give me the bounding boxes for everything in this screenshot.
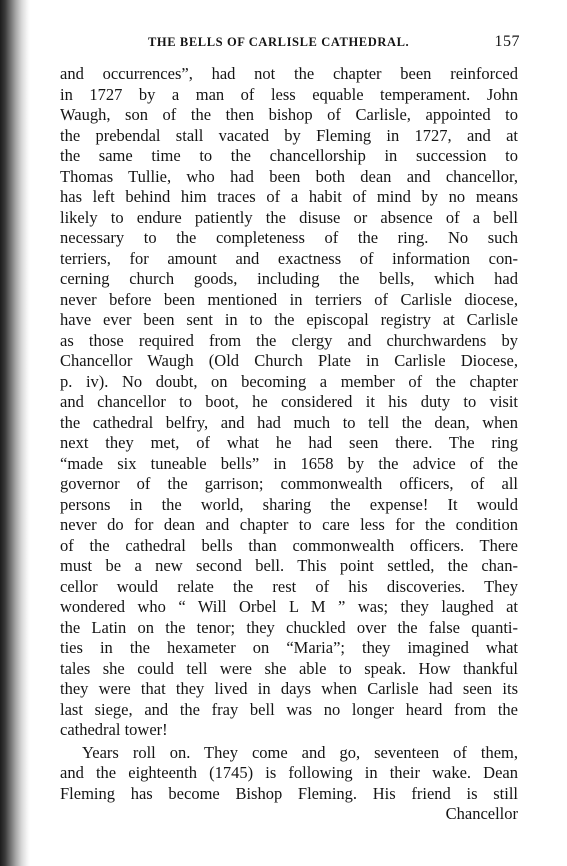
text-line: governor of the garrison; commonwealth officers, of all [60,474,518,493]
text-line: and chancellor to boot, he considered it his duty to visit [60,392,518,411]
text-line: persons in the world, sharing the expense! It would [60,494,518,514]
paragraph-1 [60,64,518,741]
text-line: wondered who “ Will Orbel L M ” was; they laughed at [60,597,518,616]
text-line: of the cathedral bells than commonwealth officers. There [60,535,518,555]
text-line: last siege, and the fray bell was no longer heard from the [60,699,518,719]
text-line: “made six tuneable bells” in 1658 by the advice of the [60,453,518,473]
text-line: have ever been sent in to the episcopal registry at Carlisle [60,310,518,329]
text-line: they were that they lived in days when Carlisle had seen its [60,679,518,698]
text-line: Years roll on. They come and go, seventeen of them, [82,742,518,762]
text-line: terriers, for amount and exactness of information con- [60,248,518,268]
paragraph-2 [60,743,518,805]
body-text [60,64,518,825]
text-line: the prebendal stall vacated by Fleming in 1727, and at [60,125,518,145]
text-line: the Latin on the tenor; they chuckled over the false quanti- [60,617,518,637]
text-line: tales she could tell were she able to speak. How thankful [60,658,518,678]
text-line: necessary to the completeness of the ring. No such [60,228,518,247]
running-head [62,34,520,56]
page-gutter-shadow [0,0,30,866]
text-line: in 1727 by a man of less equable temperament. John [60,84,518,104]
text-line: Waugh, son of the then bishop of Carlisle, appointed to [60,105,518,124]
text-line: Fleming has become Bishop Fleming. His friend is still [60,783,518,803]
text-line: must be a new second bell. This point settled, the chan- [60,556,518,575]
text-line: Thomas Tullie, who had been both dean and chancellor, [60,166,518,186]
running-title: THE BELLS OF CARLISLE CATHEDRAL. [148,35,410,49]
text-line: the same time to the chancellorship in succession to [60,146,518,165]
text-line: p. iv). No doubt, on becoming a member of the chapter [60,371,518,391]
text-line: likely to endure patiently the disuse or absence of a bell [60,207,518,227]
text-line: the cathedral belfry, and had much to tell the dean, when [60,412,518,432]
page-number: 157 [494,33,520,50]
text-line: as those required from the clergy and churchwardens by [60,330,518,350]
catchword: Chancellor [445,804,518,823]
text-line: has left behind him traces of a habit of mind by no means [60,187,518,206]
text-line: and occurrences”, had not the chapter been reinforced [60,64,518,83]
text-line: next they met, of what he had seen there. The ring [60,433,518,452]
text-line: never before been mentioned in terriers of Carlisle diocese, [60,289,518,309]
text-line: never do for dean and chapter to care less for the condition [60,515,518,534]
text-line: ties in the hexameter on “Maria”; they imagined what [60,638,518,657]
text-line: cerning church goods, including the bells, which had [60,269,518,288]
text-line: Chancellor Waugh (Old Church Plate in Carlisle Diocese, [60,351,518,370]
text-line: and the eighteenth (1745) is following in their wake. Dean [60,763,518,782]
text-line: cellor would relate the rest of his discoveries. They [60,576,518,596]
text-line: cathedral tower! [60,720,168,739]
